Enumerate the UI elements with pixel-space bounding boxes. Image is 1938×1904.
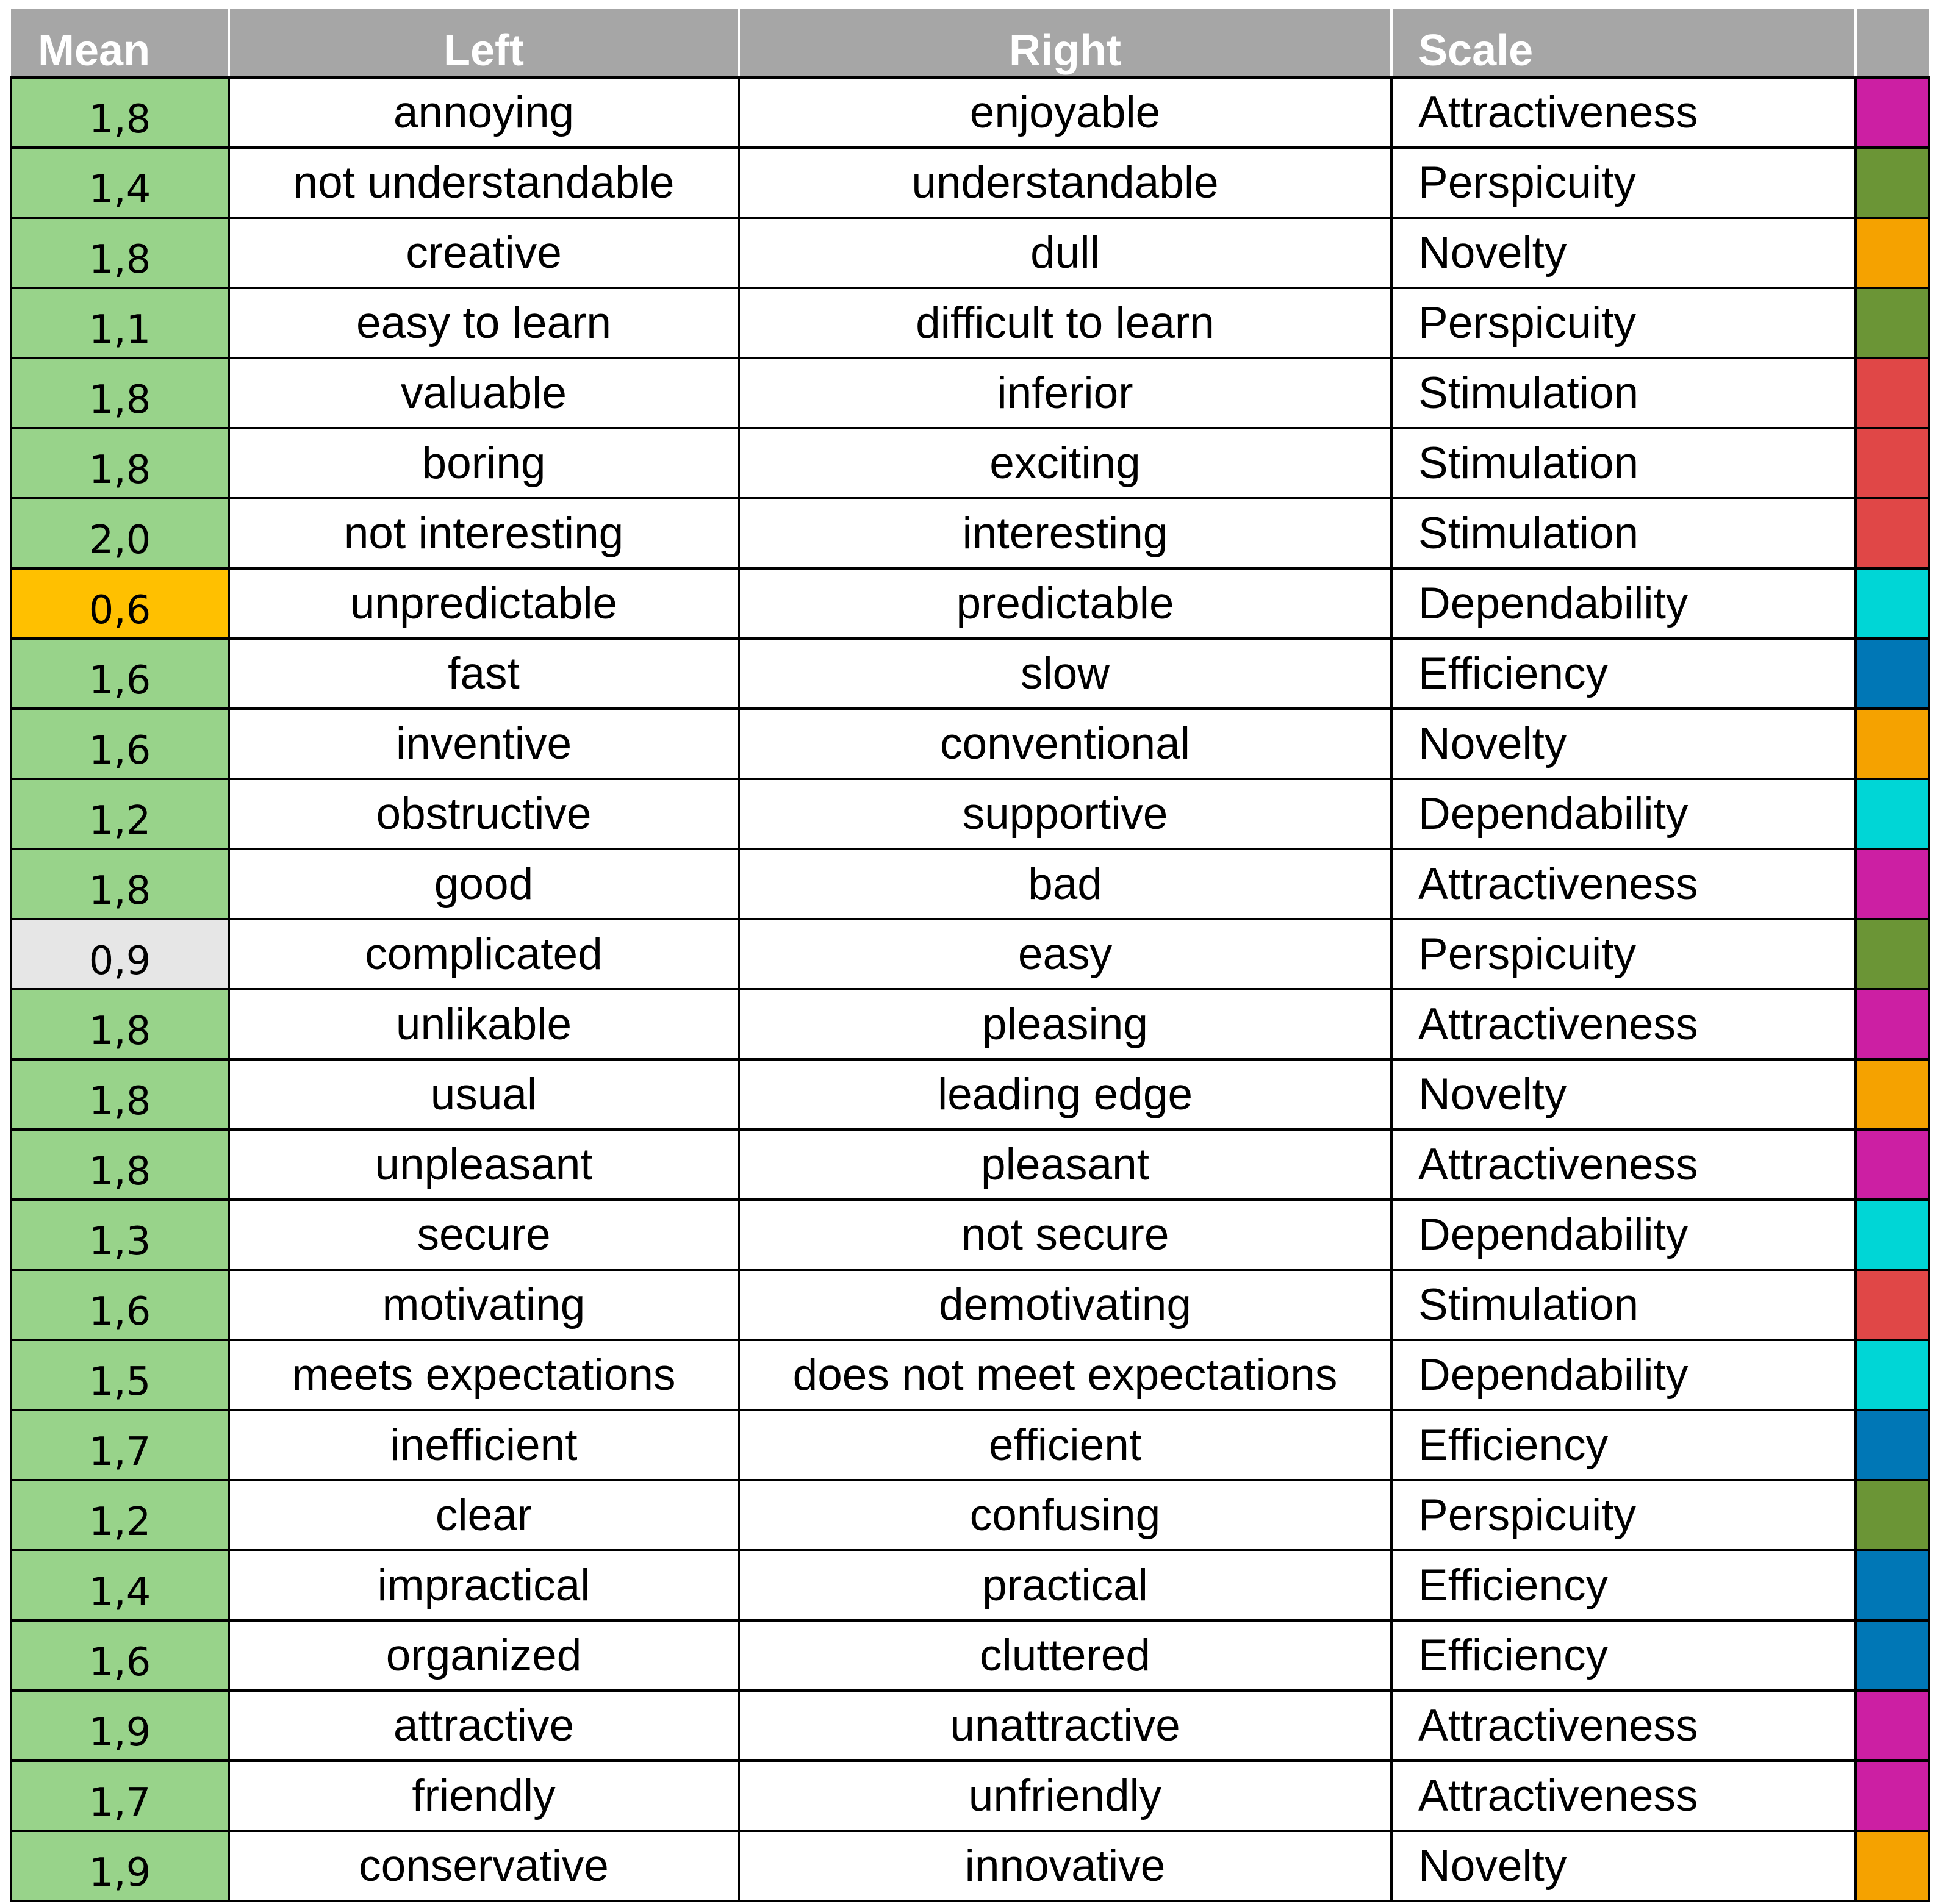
- scale-name-cell: Efficiency: [1391, 1410, 1856, 1480]
- mean-value-cell: 1,4: [11, 1550, 229, 1620]
- table-row: [11, 1761, 1929, 1831]
- left-term-cell: conservative: [229, 1831, 739, 1901]
- table-row: [11, 568, 1929, 639]
- mean-value-cell: 1,7: [11, 1761, 229, 1831]
- right-term-cell: enjoyable: [739, 77, 1391, 148]
- right-term-cell: inferior: [739, 358, 1391, 428]
- mean-value-cell: 1,4: [11, 148, 229, 218]
- scale-name-cell: Dependability: [1391, 568, 1856, 639]
- table-row: [11, 218, 1929, 288]
- right-term-cell: does not meet expectations: [739, 1340, 1391, 1410]
- mean-value-cell: 1,6: [11, 639, 229, 709]
- scale-color-swatch: [1856, 709, 1929, 779]
- scale-name-cell: Stimulation: [1391, 428, 1856, 498]
- scale-color-swatch: [1856, 77, 1929, 148]
- mean-value-cell: 1,8: [11, 428, 229, 498]
- right-term-cell: pleasing: [739, 989, 1391, 1059]
- scale-color-swatch: [1856, 1059, 1929, 1129]
- scale-name-cell: Dependability: [1391, 1200, 1856, 1270]
- mean-value-cell: 1,6: [11, 1620, 229, 1691]
- right-term-cell: bad: [739, 849, 1391, 919]
- scale-name-cell: Perspicuity: [1391, 919, 1856, 989]
- left-term-cell: unpleasant: [229, 1129, 739, 1200]
- scale-color-swatch: [1856, 218, 1929, 288]
- mean-value-cell: 1,5: [11, 1340, 229, 1410]
- scale-color-swatch: [1856, 1831, 1929, 1901]
- header-scale: Scale: [1391, 9, 1856, 77]
- left-term-cell: not interesting: [229, 498, 739, 568]
- mean-value-cell: 1,9: [11, 1691, 229, 1761]
- mean-value-cell: 1,6: [11, 709, 229, 779]
- table-row: [11, 1550, 1929, 1620]
- mean-value-cell: 2,0: [11, 498, 229, 568]
- left-term-cell: organized: [229, 1620, 739, 1691]
- scale-name-cell: Novelty: [1391, 1059, 1856, 1129]
- table-row: [11, 919, 1929, 989]
- scale-name-cell: Dependability: [1391, 1340, 1856, 1410]
- table-row: [11, 1270, 1929, 1340]
- mean-value-cell: 1,8: [11, 849, 229, 919]
- right-term-cell: supportive: [739, 779, 1391, 849]
- right-term-cell: leading edge: [739, 1059, 1391, 1129]
- scale-name-cell: Attractiveness: [1391, 989, 1856, 1059]
- header-mean: Mean: [11, 9, 229, 77]
- table-row: [11, 1691, 1929, 1761]
- scale-color-swatch: [1856, 1550, 1929, 1620]
- right-term-cell: cluttered: [739, 1620, 1391, 1691]
- ueq-items-table: [10, 9, 1930, 1902]
- scale-color-swatch: [1856, 288, 1929, 358]
- right-term-cell: pleasant: [739, 1129, 1391, 1200]
- table-row: [11, 1831, 1929, 1901]
- left-term-cell: meets expectations: [229, 1340, 739, 1410]
- left-term-cell: friendly: [229, 1761, 739, 1831]
- mean-value-cell: 1,7: [11, 1410, 229, 1480]
- table-row: [11, 288, 1929, 358]
- scale-color-swatch: [1856, 1761, 1929, 1831]
- scale-name-cell: Stimulation: [1391, 1270, 1856, 1340]
- left-term-cell: unlikable: [229, 989, 739, 1059]
- left-term-cell: secure: [229, 1200, 739, 1270]
- left-term-cell: complicated: [229, 919, 739, 989]
- scale-color-swatch: [1856, 1620, 1929, 1691]
- mean-value-cell: 1,8: [11, 358, 229, 428]
- left-term-cell: annoying: [229, 77, 739, 148]
- scale-name-cell: Stimulation: [1391, 498, 1856, 568]
- right-term-cell: unfriendly: [739, 1761, 1391, 1831]
- left-term-cell: impractical: [229, 1550, 739, 1620]
- table-header-row: [11, 9, 1929, 77]
- scale-name-cell: Novelty: [1391, 709, 1856, 779]
- left-term-cell: motivating: [229, 1270, 739, 1340]
- scale-color-swatch: [1856, 1200, 1929, 1270]
- left-term-cell: inefficient: [229, 1410, 739, 1480]
- mean-value-cell: 1,9: [11, 1831, 229, 1901]
- right-term-cell: not secure: [739, 1200, 1391, 1270]
- mean-value-cell: 1,8: [11, 218, 229, 288]
- scale-color-swatch: [1856, 639, 1929, 709]
- right-term-cell: practical: [739, 1550, 1391, 1620]
- scale-color-swatch: [1856, 148, 1929, 218]
- scale-name-cell: Stimulation: [1391, 358, 1856, 428]
- table-row: [11, 1410, 1929, 1480]
- scale-color-swatch: [1856, 428, 1929, 498]
- right-term-cell: predictable: [739, 568, 1391, 639]
- header-color: [1856, 9, 1929, 77]
- mean-value-cell: 1,6: [11, 1270, 229, 1340]
- table-row: [11, 1059, 1929, 1129]
- mean-value-cell: 0,6: [11, 568, 229, 639]
- left-term-cell: boring: [229, 428, 739, 498]
- header-right: Right: [739, 9, 1391, 77]
- right-term-cell: conventional: [739, 709, 1391, 779]
- table-row: [11, 1340, 1929, 1410]
- scale-color-swatch: [1856, 1270, 1929, 1340]
- left-term-cell: usual: [229, 1059, 739, 1129]
- table-row: [11, 849, 1929, 919]
- scale-name-cell: Dependability: [1391, 779, 1856, 849]
- right-term-cell: understandable: [739, 148, 1391, 218]
- scale-name-cell: Attractiveness: [1391, 1761, 1856, 1831]
- mean-value-cell: 1,2: [11, 1480, 229, 1550]
- scale-color-swatch: [1856, 498, 1929, 568]
- scale-name-cell: Efficiency: [1391, 1620, 1856, 1691]
- scale-color-swatch: [1856, 919, 1929, 989]
- table-body: [11, 77, 1929, 1901]
- left-term-cell: clear: [229, 1480, 739, 1550]
- table-row: [11, 709, 1929, 779]
- right-term-cell: unattractive: [739, 1691, 1391, 1761]
- left-term-cell: easy to learn: [229, 288, 739, 358]
- table-row: [11, 1480, 1929, 1550]
- scale-color-swatch: [1856, 1691, 1929, 1761]
- scale-color-swatch: [1856, 1410, 1929, 1480]
- table-row: [11, 428, 1929, 498]
- scale-color-swatch: [1856, 1340, 1929, 1410]
- left-term-cell: creative: [229, 218, 739, 288]
- scale-name-cell: Attractiveness: [1391, 849, 1856, 919]
- scale-name-cell: Perspicuity: [1391, 1480, 1856, 1550]
- right-term-cell: demotivating: [739, 1270, 1391, 1340]
- scale-name-cell: Novelty: [1391, 1831, 1856, 1901]
- left-term-cell: fast: [229, 639, 739, 709]
- right-term-cell: efficient: [739, 1410, 1391, 1480]
- table-row: [11, 77, 1929, 148]
- left-term-cell: unpredictable: [229, 568, 739, 639]
- scale-name-cell: Perspicuity: [1391, 288, 1856, 358]
- left-term-cell: not understandable: [229, 148, 739, 218]
- right-term-cell: slow: [739, 639, 1391, 709]
- scale-color-swatch: [1856, 568, 1929, 639]
- scale-name-cell: Efficiency: [1391, 639, 1856, 709]
- mean-value-cell: 1,8: [11, 77, 229, 148]
- left-term-cell: good: [229, 849, 739, 919]
- left-term-cell: obstructive: [229, 779, 739, 849]
- mean-value-cell: 1,3: [11, 1200, 229, 1270]
- scale-color-swatch: [1856, 989, 1929, 1059]
- table-row: [11, 1129, 1929, 1200]
- table-row: [11, 358, 1929, 428]
- scale-color-swatch: [1856, 849, 1929, 919]
- mean-value-cell: 1,8: [11, 1129, 229, 1200]
- right-term-cell: dull: [739, 218, 1391, 288]
- mean-value-cell: 0,9: [11, 919, 229, 989]
- scale-color-swatch: [1856, 1480, 1929, 1550]
- scale-color-swatch: [1856, 1129, 1929, 1200]
- scale-name-cell: Perspicuity: [1391, 148, 1856, 218]
- right-term-cell: innovative: [739, 1831, 1391, 1901]
- left-term-cell: attractive: [229, 1691, 739, 1761]
- table-row: [11, 639, 1929, 709]
- right-term-cell: difficult to learn: [739, 288, 1391, 358]
- table-row: [11, 779, 1929, 849]
- scale-name-cell: Attractiveness: [1391, 77, 1856, 148]
- table-row: [11, 1200, 1929, 1270]
- mean-value-cell: 1,1: [11, 288, 229, 358]
- left-term-cell: inventive: [229, 709, 739, 779]
- mean-value-cell: 1,2: [11, 779, 229, 849]
- mean-value-cell: 1,8: [11, 1059, 229, 1129]
- header-left: Left: [229, 9, 739, 77]
- scale-name-cell: Attractiveness: [1391, 1129, 1856, 1200]
- table-row: [11, 498, 1929, 568]
- left-term-cell: valuable: [229, 358, 739, 428]
- right-term-cell: confusing: [739, 1480, 1391, 1550]
- right-term-cell: exciting: [739, 428, 1391, 498]
- table-row: [11, 989, 1929, 1059]
- table-row: [11, 148, 1929, 218]
- mean-value-cell: 1,8: [11, 989, 229, 1059]
- scale-color-swatch: [1856, 358, 1929, 428]
- right-term-cell: interesting: [739, 498, 1391, 568]
- table-row: [11, 1620, 1929, 1691]
- scale-name-cell: Novelty: [1391, 218, 1856, 288]
- scale-name-cell: Attractiveness: [1391, 1691, 1856, 1761]
- scale-color-swatch: [1856, 779, 1929, 849]
- right-term-cell: easy: [739, 919, 1391, 989]
- scale-name-cell: Efficiency: [1391, 1550, 1856, 1620]
